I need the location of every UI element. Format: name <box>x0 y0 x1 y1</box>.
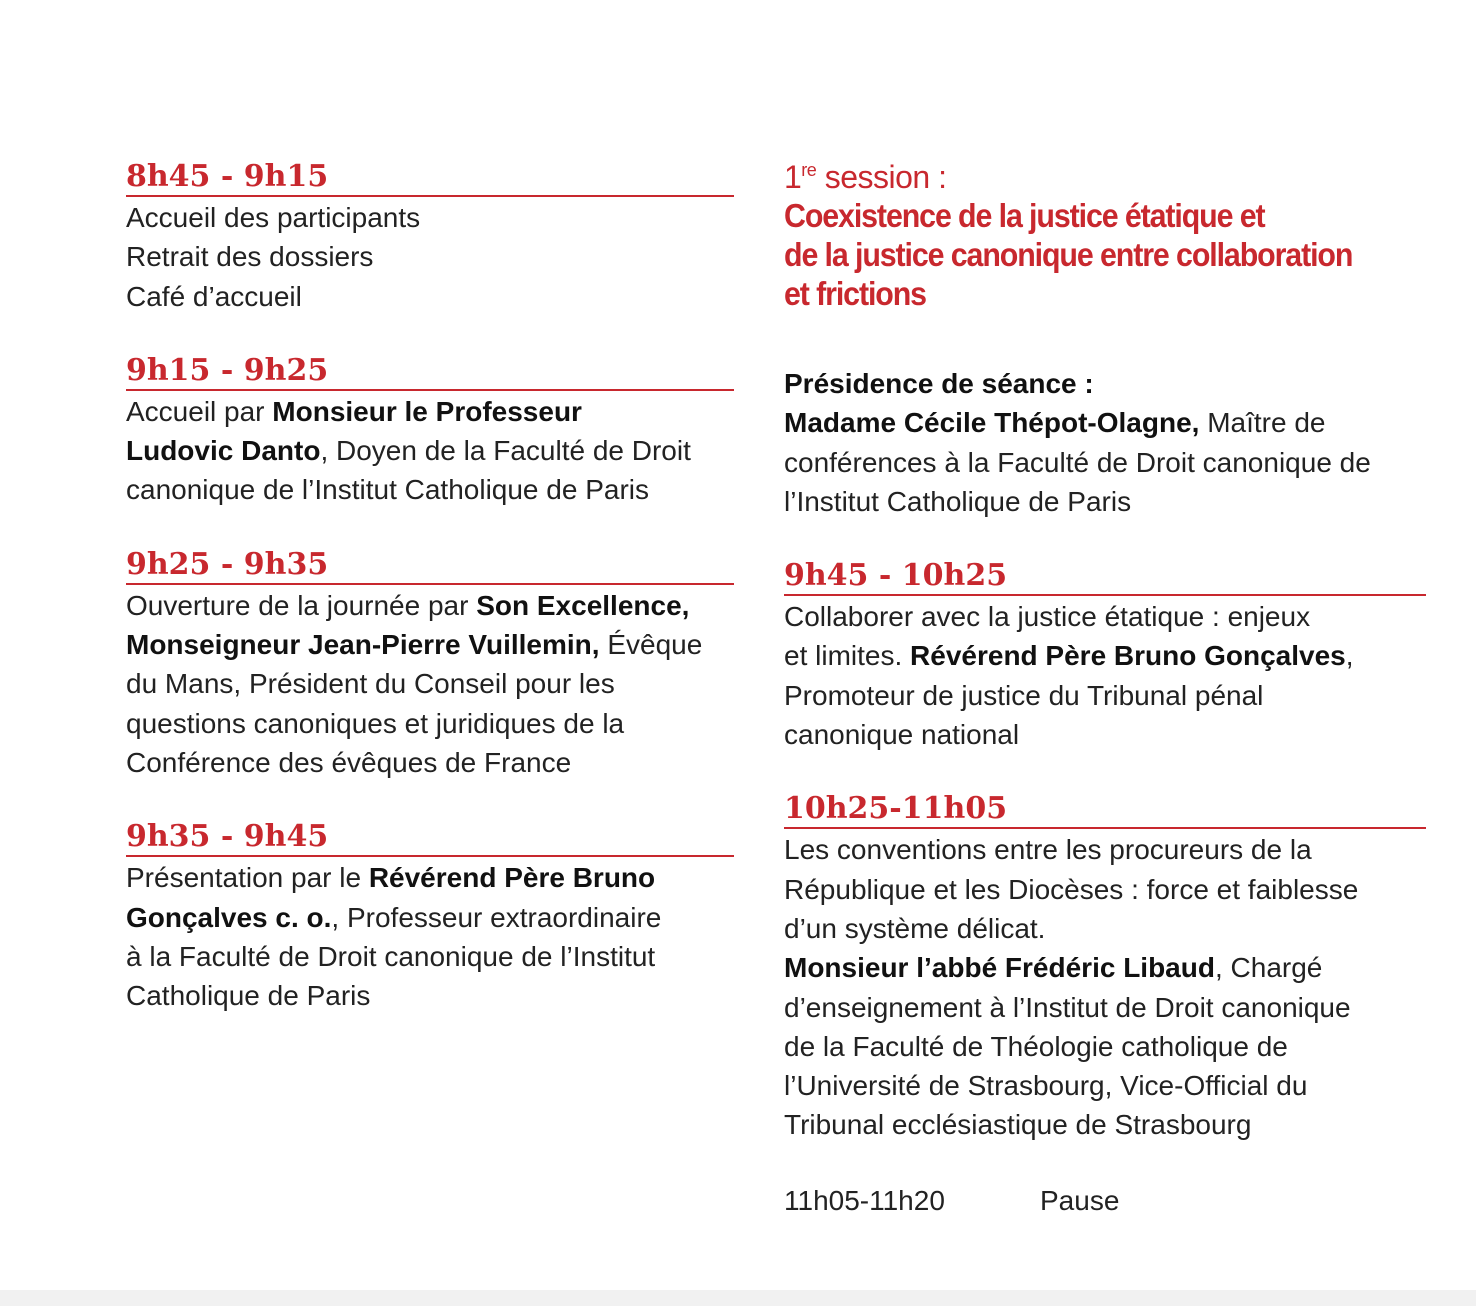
body-text: l’Institut Catholique de Paris <box>784 485 1132 517</box>
right-column <box>784 158 1426 1220</box>
time-heading: 10h25-11h05 <box>784 790 1426 829</box>
pause-label: Pause <box>1040 1184 1120 1216</box>
session-title-line: et frictions <box>784 275 926 312</box>
schedule-item <box>126 352 734 510</box>
speaker-name: Monsieur le Professeur <box>272 395 582 427</box>
left-column <box>126 158 734 1051</box>
body-text: Maître de <box>1199 407 1326 439</box>
speaker-name: Gonçalves c. o. <box>126 901 332 933</box>
item-description <box>784 829 1426 1144</box>
body-text: d’enseignement à l’Institut de Droit canonique <box>784 991 1351 1023</box>
body-text: Accueil des participants <box>126 202 421 233</box>
session-number: 1 <box>784 159 802 195</box>
body-text: Ouverture de la journée par <box>126 589 477 621</box>
session-header <box>784 158 1426 313</box>
schedule-item <box>126 158 734 316</box>
time-heading: 9h45 - 10h25 <box>784 557 1426 596</box>
time-heading: 9h35 - 9h45 <box>126 818 734 857</box>
schedule-item <box>126 546 734 782</box>
session-title-line: Coexistence de la justice étatique et <box>784 197 1265 234</box>
body-text: conférences à la Faculté de Droit canonique de <box>784 446 1371 478</box>
body-text: République et les Diocèses : force et faiblesse <box>784 873 1359 905</box>
speaker-name: Monseigneur Jean-Pierre Vuillemin, <box>126 629 600 661</box>
body-text: canonique de l’Institut Catholique de Paris <box>126 474 650 506</box>
time-heading: 9h25 - 9h35 <box>126 546 734 585</box>
body-text: , Professeur extraordinaire <box>331 901 662 933</box>
session-label <box>784 158 1426 196</box>
speaker-name: Madame Cécile Thépot-Olagne, <box>784 407 1200 439</box>
time-heading: 9h15 - 9h25 <box>126 352 734 391</box>
speaker-name: Ludovic Danto <box>126 435 321 467</box>
body-text: Présentation par le <box>126 862 369 894</box>
body-text: canonique national <box>784 719 1020 751</box>
body-text: , Doyen de la Faculté de Droit <box>320 435 691 467</box>
body-text: Conférence des évêques de France <box>126 746 572 778</box>
body-text: Promoteur de justice du Tribunal pénal <box>784 679 1264 711</box>
right-schedule <box>784 557 1426 1145</box>
schedule-item <box>784 790 1426 1144</box>
schedule-item <box>784 557 1426 754</box>
speaker-name: Révérend Père Bruno Gonçalves <box>910 640 1346 672</box>
item-description <box>126 197 734 316</box>
body-text: Tribunal ecclésiastique de Strasbourg <box>784 1109 1252 1141</box>
body-text: du Mans, Président du Conseil pour les <box>126 668 615 700</box>
body-text: Évêque <box>599 629 703 661</box>
pause-time: 11h05-11h20 <box>784 1184 945 1216</box>
speaker-name: Monsieur l’abbé Frédéric Libaud <box>784 952 1215 984</box>
body-text: Les conventions entre les procureurs de la <box>784 834 1312 866</box>
body-text: et limites. <box>784 640 911 672</box>
time-heading: 8h45 - 9h15 <box>126 158 734 197</box>
speaker-name: Présidence de séance : <box>784 368 1094 399</box>
body-text: à la Faculté de Droit canonique de l’Institut <box>126 940 656 972</box>
body-text: Catholique de Paris <box>126 980 371 1012</box>
session-title-line: de la justice canonique entre collaboration <box>784 236 1353 273</box>
item-description <box>126 585 734 782</box>
body-text: Collaborer avec la justice étatique : enjeux <box>784 601 1311 633</box>
speaker-name: Révérend Père Bruno <box>368 862 656 894</box>
pause-row <box>784 1181 1426 1220</box>
session-presidence <box>784 363 1426 521</box>
body-text: de la Faculté de Théologie catholique de <box>784 1030 1288 1062</box>
body-text: Café d’accueil <box>126 280 302 312</box>
schedule-item <box>126 818 734 1015</box>
item-description <box>126 391 734 510</box>
body-text: d’un système délicat. <box>784 912 1046 944</box>
body-text: , Chargé <box>1214 952 1323 984</box>
body-text: , <box>1345 640 1354 672</box>
speaker-name: Son Excellence, <box>476 589 690 621</box>
body-text: l’Université de Strasbourg, Vice-Official du <box>784 1070 1308 1102</box>
session-label-text: session : <box>816 159 947 195</box>
body-text: questions canoniques et juridiques de la <box>126 707 625 739</box>
body-text: Accueil par <box>126 395 273 427</box>
session-title <box>784 196 1428 313</box>
body-text: Retrait des dossiers <box>126 241 374 273</box>
item-description <box>784 596 1426 754</box>
item-description <box>126 857 734 1015</box>
page-bottom-edge <box>0 1290 1476 1306</box>
session-ordinal: re <box>801 160 817 180</box>
